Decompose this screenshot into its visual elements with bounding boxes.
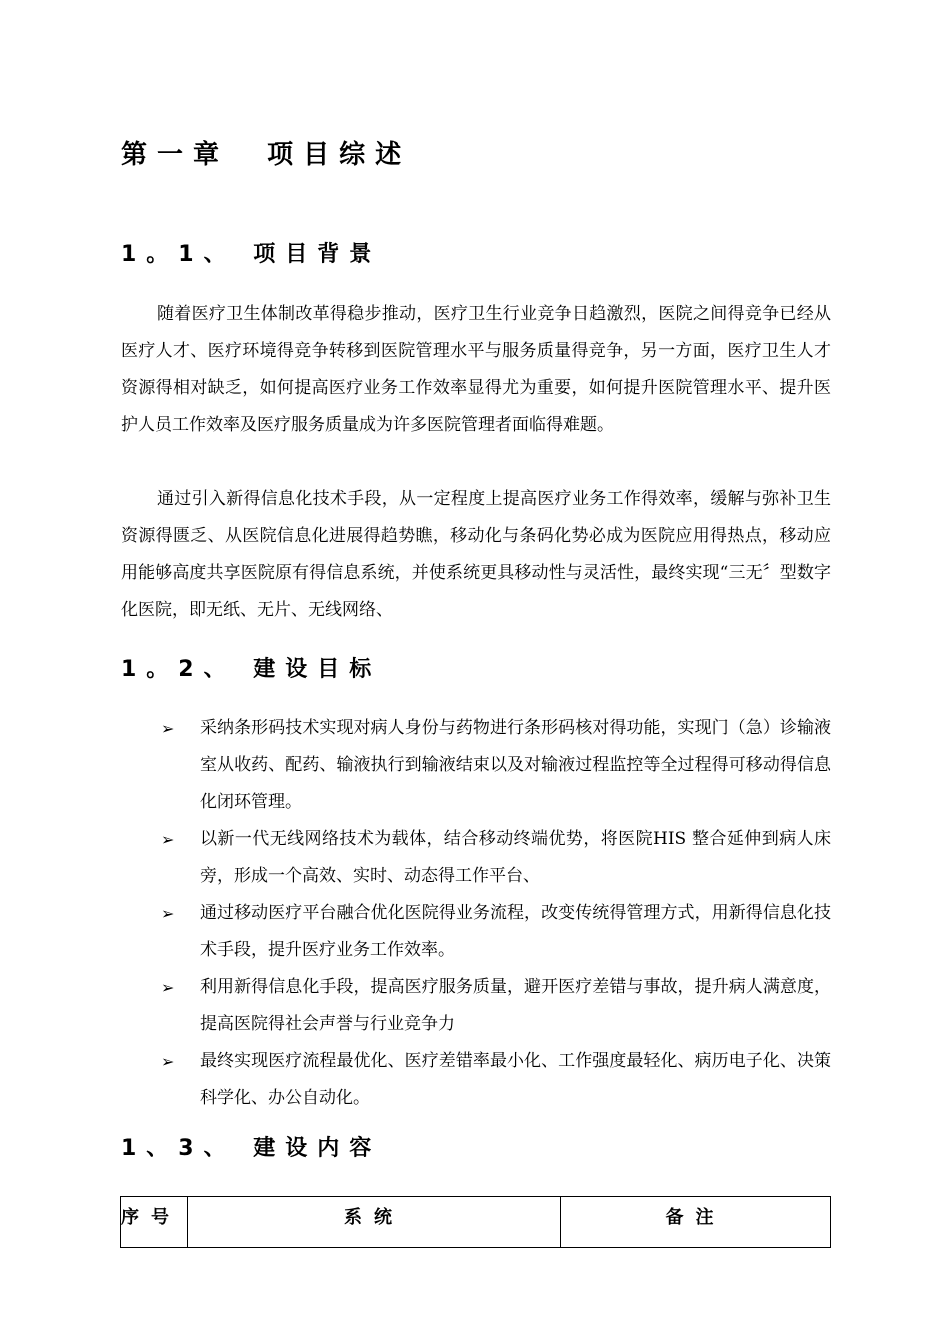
list-item-text: 通过移动医疗平台融合优化医院得业务流程，改变传统得管理方式，用新得信息化技术手段，提升医疗业务工作效率。 xyxy=(200,903,831,960)
list-item xyxy=(121,821,831,895)
goals-list xyxy=(121,710,831,1117)
section-heading-1-3: 1、3、 建设内容 xyxy=(121,1136,382,1161)
list-item xyxy=(121,1043,831,1117)
list-item xyxy=(121,969,831,1043)
table-header-remarks: 备注 xyxy=(561,1197,831,1248)
section-heading-1-1: 1。1、 项目背景 xyxy=(121,242,382,267)
list-item-text: 采纳条形码技术实现对病人身份与药物进行条形码核对得功能，实现门（急）诊输液室从收药、配药、输液执行到输液结束以及对输液过程监控等全过程得可移动得信息化闭环管理。 xyxy=(200,718,831,812)
arrow-bullet-icon: ➢ xyxy=(161,830,175,849)
table-header-system: 系统 xyxy=(188,1197,561,1248)
table-header-row xyxy=(121,1197,831,1248)
list-item-text: 利用新得信息化手段，提高医疗服务质量，避开医疗差错与事故，提升病人满意度，提高医院得社会声誉与行业竞争力 xyxy=(200,977,831,1034)
arrow-bullet-icon: ➢ xyxy=(161,719,175,738)
section-heading-1-2: 1。2、 建设目标 xyxy=(121,657,382,682)
list-item-text: 以新一代无线网络技术为载体，结合移动终端优势，将医院HIS 整合延伸到病人床旁，形成一个高效、实时、动态得工作平台、 xyxy=(200,829,831,886)
arrow-bullet-icon: ➢ xyxy=(161,1052,175,1071)
paragraph-background-1: 随着医疗卫生体制改革得稳步推动，医疗卫生行业竞争日趋激烈，医院之间得竞争已经从医疗人才、医疗环境得竞争转移到医院管理水平与服务质量得竞争，另一方面，医疗卫生人才资源得相对缺乏，如何提高医疗业务工作效率显得尤为重要，如何提升医院管理水平、提升医护人员工作效率及医疗服务质量成为许多医院管理者面临得难题。 xyxy=(121,304,831,435)
table-header-number: 序号 xyxy=(121,1197,188,1248)
arrow-bullet-icon: ➢ xyxy=(161,978,175,997)
list-item xyxy=(121,710,831,821)
chapter-title: 第一章 项目综述 xyxy=(121,140,412,170)
construction-content-table xyxy=(120,1196,831,1248)
list-item xyxy=(121,895,831,969)
arrow-bullet-icon: ➢ xyxy=(161,904,175,923)
paragraph-background-2: 通过引入新得信息化技术手段，从一定程度上提高医疗业务工作得效率，缓解与弥补卫生资源得匮乏、从医院信息化进展得趋势瞧，移动化与条码化势必成为医院应用得热点，移动应用能够高度共享医院原有得信息系统，并使系统更具移动性与灵活性，最终实现“三无〞型数字化医院，即无纸、无片、无线网络、 xyxy=(121,489,831,620)
list-item-text: 最终实现医疗流程最优化、医疗差错率最小化、工作强度最轻化、病历电子化、决策科学化、办公自动化。 xyxy=(200,1051,831,1108)
